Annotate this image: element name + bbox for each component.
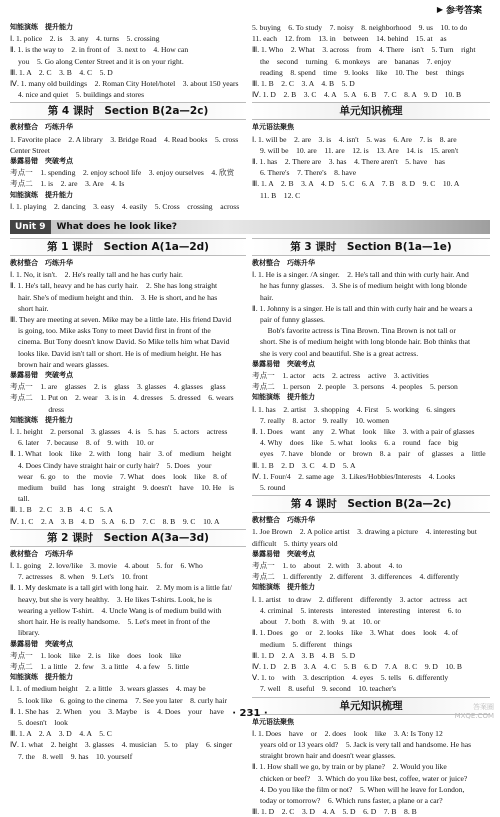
answer-line: 1. Joe Brown 2. A police artist 3. drawing a picture 4. interesting but — [252, 527, 477, 537]
answer-line: pair of funny glasses. — [260, 315, 325, 325]
answer-line: short. She is of medium height with long blonde hair. Bob thinks that — [260, 337, 471, 347]
section-heading: 暴露易错 突破考点 — [10, 371, 73, 380]
answer-line: is going, too. Mike asks Tony to meet David first in front of the — [18, 326, 211, 336]
answer-line: Ⅳ. 1. many old buildings 2. Roman City Hotel/hotel 3. about 150 years — [10, 79, 239, 89]
answer-line: she is very cool and beautiful. She is a great actress. — [260, 348, 419, 358]
answer-line: Center Street — [10, 145, 50, 155]
lesson-title: 单元知识梳理 — [252, 102, 490, 120]
answer-line: Ⅰ. 1. artist to draw 2. different differently 3. actor actress act — [252, 594, 468, 604]
answer-line: 7. well 8. useful 9. second 10. teacher's — [260, 684, 396, 694]
answer-line: 考点二 1. differently 2. different 3. differences 4. differently — [252, 572, 459, 582]
answer-line: Ⅱ. 1. How shall we go, by train or by plane? 2. Would you like — [252, 762, 447, 772]
answer-line: wear 6. go to the movie 7. What does look like 8. of — [18, 471, 228, 481]
answer-line: Ⅰ. 1. police 2. is 3. any 4. turns 5. crossing — [10, 34, 160, 44]
answer-line: 考点一 1. spending 2. enjoy school life 3. enjoy ourselves 4. 欣赏 — [10, 168, 235, 178]
left-bottom-column — [10, 236, 246, 761]
answer-line: Ⅴ. 1. to with 3. description 4. eyes 5. tells 6. differently — [252, 673, 449, 683]
section-heading: 暴露易错 突破考点 — [10, 157, 73, 166]
section-heading: 教材整合 巧练升华 — [252, 516, 315, 525]
answer-line: chicken or beef? 3. Which do you like best, coffee, water or juice? — [260, 773, 468, 783]
section-heading: 单元语法聚焦 — [252, 717, 294, 726]
answer-line: 考点一 1. are glasses 2. is glass 3. glasses 4. glasses glass — [10, 382, 226, 392]
answer-line: hair. — [260, 292, 274, 302]
answer-line: 5. look like 6. going to the cinema 7. See you later 8. curly hair — [18, 695, 227, 705]
answer-line: 1. Favorite place 2. A library 3. Bridge Road 4. Read books 5. cross — [10, 134, 239, 144]
unit-banner — [10, 220, 490, 234]
answer-line: Ⅳ. 1. Four/4 2. same age 3. Likes/Hobbies/Interests 4. Looks — [252, 471, 456, 481]
answer-line: 7. actresses 8. when 9. Let's 10. front — [18, 572, 148, 582]
answer-line: brown hair and wears glasses. — [18, 359, 109, 369]
answer-line: medium build has long straight 9. doesn't have 10. He is — [18, 483, 235, 493]
answer-line: library. — [18, 628, 40, 638]
section-heading: 教材整合 巧练升华 — [252, 259, 315, 267]
unit-tag: Unit 9 — [10, 220, 51, 234]
answer-line: hair. She's of medium height and thin. 3. He is short, and he has — [18, 292, 218, 302]
answer-line: Ⅰ. 1. playing 2. dancing 3. easy 4. easily 5. Cross crossing across — [10, 201, 240, 211]
answer-line: Ⅲ. 1. Who 2. What 3. across from 4. There isn't 5. Turn right — [252, 45, 476, 55]
section-heading: 知能演练 提升能力 — [252, 393, 315, 402]
answer-line: 考点一 1. to about 2. with 3. about 4. to — [252, 561, 403, 571]
answer-line: 5. doesn't look — [18, 717, 68, 727]
answer-line: wearing a yellow T-shirt. 4. Uncle Wang is of medium build with — [18, 605, 222, 615]
answer-line: 7. really 8. actor 9. really 10. women — [260, 415, 390, 425]
section-heading: 教材整合 巧练升华 — [10, 123, 73, 132]
answer-line: 4. Does Cindy have straight hair or curly hair? 5. Does your — [18, 460, 212, 470]
answer-line: Ⅱ. 1. My deskmate is a tall girl with long hair. 2. My mom is a little fat/ — [10, 583, 232, 593]
answer-line: looks like. David isn't tall or short. He is of medium height. He has — [18, 348, 222, 358]
section-heading: 知能演练 提升能力 — [10, 415, 73, 424]
answer-line: Ⅲ. 1. A 2. C 3. B 4. C 5. D — [10, 67, 113, 77]
answer-line: 4. nice and quiet 5. buildings and stores — [18, 90, 145, 100]
answer-line: 5. round — [260, 483, 286, 493]
answer-line: Bob's favorite actress is Tina Brown. Tina Brown is not tall or — [260, 326, 456, 336]
answer-line: Ⅲ. 1. D 2. C 3. D 4. A 5. D 6. D 7. B 8. B — [252, 807, 417, 817]
section-heading: 知能演练 提升能力 — [10, 673, 73, 682]
lesson-title: 第 2 课时 Section A(3a—3d) — [10, 529, 246, 547]
answer-line: 考点二 1. a little 2. few 3. a little 4. a few 5. little — [10, 661, 190, 671]
answer-line: you 5. Go along Center Street and it is on your right. — [18, 56, 184, 66]
answer-line: Ⅰ. 1. will be 2. are 3. is 4. isn't 5. was 6. Are 7. is 8. are — [252, 134, 457, 144]
lesson-title: 第 3 课时 Section B(1a—1e) — [252, 238, 490, 256]
answer-line: Ⅱ. 1. has 2. There are 3. has 4. There aren't 5. have has — [252, 157, 445, 167]
answer-line: 考点二 1. Put on 2. wear 3. is in 4. dresses 5. dressed 6. wears — [10, 393, 234, 403]
answer-line: Ⅱ. 1. Does want any 2. What look like 3. with a pair of glasses — [252, 427, 475, 437]
answer-line: Ⅱ. 1. Johnny is a singer. He is tall and thin with curly hair and he wears a — [252, 303, 473, 313]
page-header — [437, 0, 482, 18]
section-heading: 教材整合 巧练升华 — [10, 549, 73, 558]
section-heading: 暴露易错 突破考点 — [252, 359, 315, 368]
answer-line: Ⅲ. 1. B 2. C 3. A 4. B 5. D — [252, 79, 355, 89]
answer-line: Ⅲ. 1. D 2. A 3. B 4. B 5. D — [252, 650, 356, 660]
answer-line: reading 8. spend time 9. looks like 10. The best things — [260, 67, 465, 77]
answer-line: 11. each 12. from 13. in between 14. behind 15. at as — [252, 34, 447, 44]
answer-line: Ⅳ. 1. D 2. B 3. A 4. C 5. B 6. D 7. A 8. C 9. D 10. B — [252, 661, 462, 671]
answer-line: 4. Why does like 5. what looks 6. a round face big — [260, 438, 459, 448]
answer-line: Ⅳ. 1. D 2. B 3. C 4. A 5. A 6. B 7. C 8. A 9. D 10. B — [252, 90, 462, 100]
answer-line: years old or 13 years old? 5. Jack is very tall and handsome. He has — [260, 739, 472, 749]
section-heading: 暴露易错 突破考点 — [252, 549, 315, 558]
answer-line: 考点一 1. actor acts 2. actress active 3. activities — [252, 371, 429, 381]
answer-line: 6. later 7. because 8. of 9. with 10. or — [18, 438, 154, 448]
answer-line: short hair. He is really handsome. 5. Let's meet in front of the — [18, 617, 211, 627]
answer-line: he has funny glasses. 3. She is of medium height with long blonde — [260, 281, 467, 291]
answer-line: difficult 5. thirty years old — [252, 538, 338, 548]
lesson-title: 第 4 课时 Section B(2a—2c) — [252, 495, 490, 513]
watermark-line1: 答案圈 — [473, 703, 494, 711]
answer-line: tall. — [18, 494, 30, 504]
answer-line: Ⅰ. 1. No, it isn't. 2. He's really tall and he has curly hair. — [10, 270, 183, 280]
section-heading: 暴露易错 突破考点 — [10, 639, 73, 648]
triangle-arrow-icon: ▶ — [436, 4, 443, 14]
answer-line: Ⅰ. 1. Does have or 2. does look like 3. A: Is Tony 12 — [252, 728, 443, 738]
lesson-title: 单元知识梳理 — [252, 697, 490, 715]
answer-line: Ⅱ. 1. He's tall, heavy and he has curly hair. 2. She has long straight — [10, 281, 218, 291]
header-label: 参考答案 — [445, 5, 482, 16]
watermark-line2: MXQE.COM — [454, 712, 494, 720]
answer-line: Ⅰ. 1. height 2. personal 3. glasses 4. is 5. has 5. actors actress — [10, 427, 228, 437]
answer-line: Ⅲ. They are meeting at seven. Mike may be a little late. His friend David — [10, 315, 232, 325]
answer-line: Ⅱ. 1. She has 2. When you 3. Maybe is 4. Does your have — [10, 706, 224, 716]
answer-line: today or tomorrow? 6. Which runs faster, a plane or a car? — [260, 795, 443, 805]
answer-line: Ⅲ. 1. B 2. C 3. B 4. C 5. A — [10, 505, 113, 515]
left-top-column — [10, 22, 246, 218]
answer-line: Ⅱ. 1. is the way to 2. in front of 3. next to 4. How can — [10, 45, 189, 55]
answer-line: Ⅰ. 1. of medium height 2. a little 3. wears glasses 4. may be — [10, 684, 206, 694]
answer-line: Ⅰ. 1. has 2. artist 3. shopping 4. First 5. working 6. singers — [252, 404, 456, 414]
section-heading: 知能演练 提升能力 — [10, 23, 73, 31]
answer-line: 考点二 1. person 2. people 3. persons 4. peoples 5. person — [252, 382, 458, 392]
answer-line: Ⅲ. 1. A 2. A 3. D 4. A 5. C — [10, 729, 112, 739]
lesson-title: 第 1 课时 Section A(1a—2d) — [10, 238, 246, 256]
answer-line: 考点一 1. look like 2. is like does look like — [10, 650, 182, 660]
answer-line: 5. buying 6. To study 7. noisy 8. neighborhood 9. us 10. to do — [252, 23, 468, 32]
answer-line: short hair. — [18, 303, 49, 313]
section-heading: 知能演练 提升能力 — [10, 190, 73, 199]
lesson-title: 第 4 课时 Section B(2a—2c) — [10, 102, 246, 120]
unit-title: What does he look like? — [56, 222, 178, 232]
answer-line: Ⅳ. 1. what 2. height 3. glasses 4. musician 5. to play 6. singer — [10, 740, 233, 750]
page-number: · 231 · — [232, 708, 268, 719]
answer-line: cinema. But Tony doesn't know David. So Mike tells him what David — [18, 337, 230, 347]
answer-line: straight brown hair and doesn't wear glasses. — [260, 751, 396, 761]
answer-line: Ⅳ. 1. C 2. A 3. B 4. D 5. A 6. D 7. C 8. B 9. C 10. A — [10, 516, 220, 526]
answer-line: heavy, but she is very healthy. 3. He likes T-shirts. Look, he is — [18, 594, 212, 604]
section-heading: 知能演练 提升能力 — [252, 583, 315, 592]
answer-line: Ⅲ. 1. B 2. D 3. C 4. D 5. A — [252, 460, 356, 470]
answer-line: medium 5. different things — [260, 639, 353, 649]
right-top-column — [252, 22, 490, 218]
answer-line: 6. There's 7. There's 8. have — [260, 168, 357, 178]
answer-line: Ⅱ. 1. What look like 2. with long hair 3. of medium height — [10, 449, 232, 459]
answer-line: Ⅰ. 1. going 2. love/like 3. movie 4. about 5. for 6. Who — [10, 561, 203, 571]
answer-line: 4. criminal 5. interests interested interesting interest 6. to — [260, 605, 462, 615]
answer-line: eyes 7. have blonde or brown 8. a pair of glasses a little — [260, 449, 486, 459]
answer-line: the second turning 6. monkeys are bananas 7. enjoy — [260, 56, 452, 66]
answer-line: Ⅰ. 1. He is a singer. /A singer. 2. He's tall and thin with curly hair. And — [252, 270, 469, 280]
answer-line: 4. Do you like the film or not? 5. When will he leave for London, — [260, 784, 465, 794]
answer-line: 7. the 8. well 9. has 10. yourself — [18, 751, 133, 761]
answer-line: dress — [18, 404, 64, 414]
answer-line: Ⅲ. 1. A 2. B 3. A 4. D 5. C 6. A 7. B 8. D 9. C 10. A — [252, 179, 460, 189]
answer-line: 考点二 1. is 2. are 3. Are 4. Is — [10, 179, 125, 189]
watermark — [455, 703, 494, 721]
answer-line: 9. will be 10. are 11. are 12. is 13. Are 14. is 15. aren't — [260, 145, 459, 155]
answer-line: Ⅱ. 1. Does go or 2. looks like 3. What does look 4. of — [252, 628, 459, 638]
answer-line: 11. B 12. C — [260, 190, 301, 200]
section-heading: 单元语法聚焦 — [252, 123, 294, 132]
answer-line: about 7. both 8. with 9. at 10. or — [260, 617, 381, 627]
section-heading: 教材整合 巧练升华 — [10, 259, 73, 267]
